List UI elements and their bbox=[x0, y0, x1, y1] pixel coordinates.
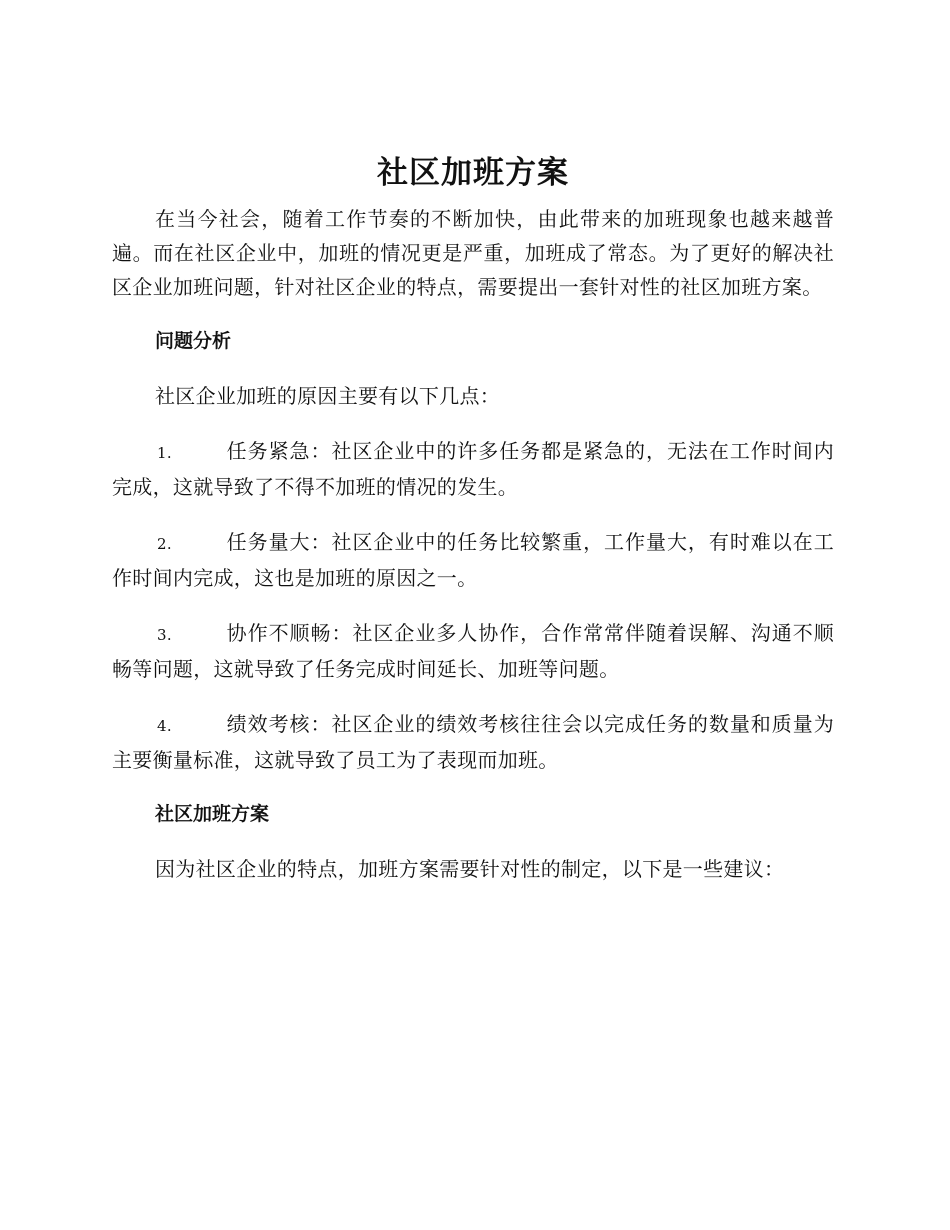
list-item-number: 1. bbox=[157, 444, 172, 462]
section-heading-overtime-plan: 社区加班方案 bbox=[155, 803, 270, 825]
document-page bbox=[112, 148, 834, 886]
intro-paragraph: 在当今社会，随着工作节奏的不断加快，由此带来的加班现象也越来越普遍。而在社区企业中，加班的情况更是严重，加班成了常态。为了更好的解决社区企业加班问题，针对社区企业的特点，需要提出一套针对性的社区加班方案。 bbox=[112, 207, 834, 299]
list-item-text: 协作不顺畅：社区企业多人协作，合作常常伴随着误解、沟通不顺畅等问题，这就导致了任务完成时间延长、加班等问题。 bbox=[112, 621, 834, 681]
list-item-text: 任务量大：社区企业中的任务比较繁重，工作量大，有时难以在工作时间内完成，这也是加班的原因之一。 bbox=[112, 530, 834, 590]
list-item bbox=[112, 525, 834, 595]
list-item bbox=[112, 616, 834, 686]
section1-lead-paragraph: 社区企业加班的原因主要有以下几点： bbox=[155, 384, 501, 408]
list-item-number: 3. bbox=[157, 626, 172, 644]
list-item-number: 4. bbox=[157, 717, 172, 735]
list-item-text: 绩效考核：社区企业的绩效考核往往会以完成任务的数量和质量为主要衡量标准，这就导致了员工为了表现而加班。 bbox=[112, 712, 834, 772]
list-item bbox=[112, 434, 834, 504]
section2-lead-paragraph: 因为社区企业的特点，加班方案需要针对性的制定，以下是一些建议： bbox=[155, 857, 785, 881]
section-heading-problem-analysis: 问题分析 bbox=[155, 330, 232, 352]
list-item-number: 2. bbox=[157, 535, 172, 553]
list-item-text: 任务紧急：社区企业中的许多任务都是紧急的，无法在工作时间内完成，这就导致了不得不加班的情况的发生。 bbox=[112, 439, 834, 499]
list-item bbox=[112, 707, 834, 777]
document-title: 社区加班方案 bbox=[377, 155, 569, 191]
